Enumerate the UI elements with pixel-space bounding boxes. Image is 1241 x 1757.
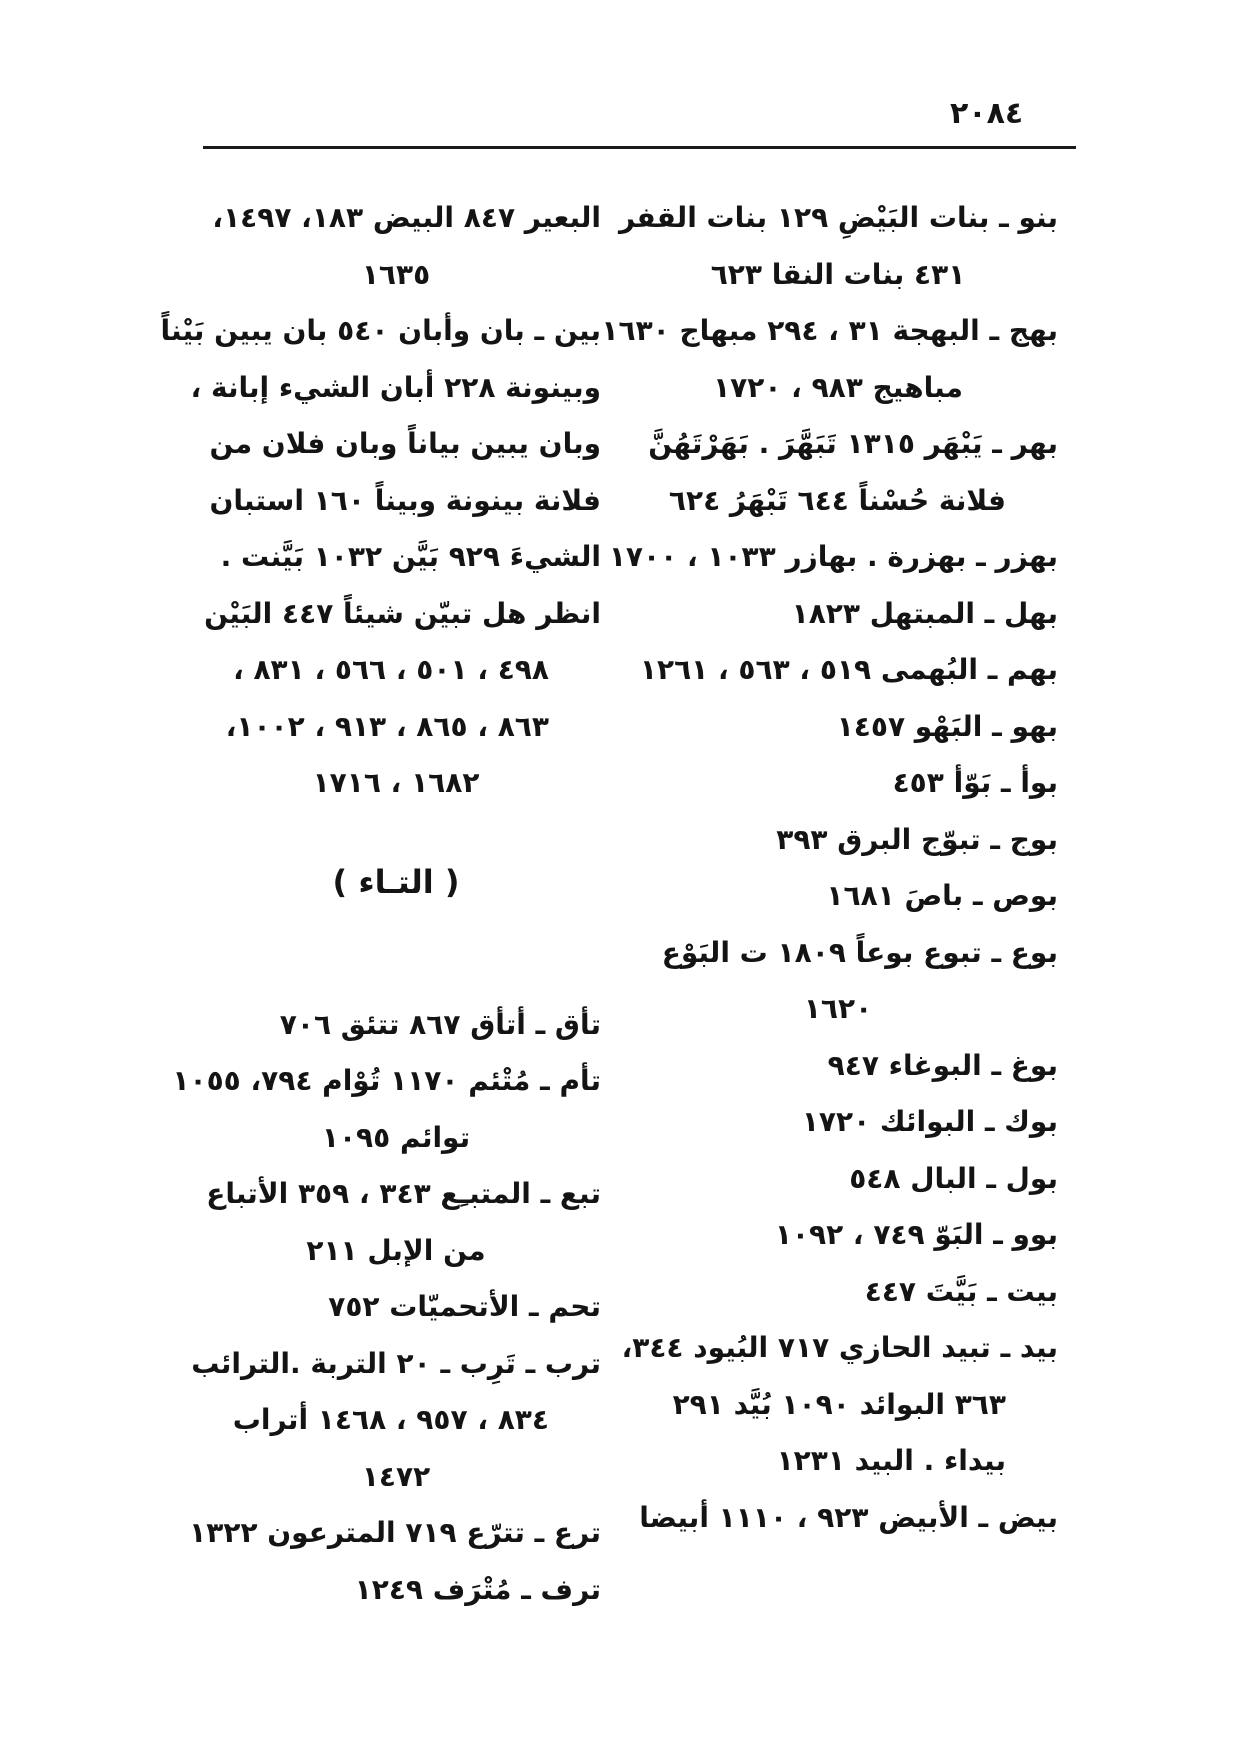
right-column <box>601 190 1058 1546</box>
index-entry-line: ٨٦٣ ، ٨٦٥ ، ٩١٣ ، ١٠٠٢، <box>225 709 549 743</box>
index-entry-line: تبع ـ المتبـِع ٣٤٣ ، ٣٥٩ الأتباع <box>206 1177 601 1210</box>
index-entry-line: ٤٣١ بنات النقا ٦٢٣ <box>710 257 966 291</box>
index-entry-line: تحم ـ الأتحميّات ٧٥٢ <box>328 1290 601 1323</box>
index-entry-line: بيض ـ الأبيض ٩٢٣ ، ١١١٠ أبيضا <box>639 1500 1058 1534</box>
index-entry-line: بوغ ـ البوغاء ٩٤٧ <box>827 1048 1058 1082</box>
index-entry-line: ١٤٧٢ <box>361 1459 431 1493</box>
index-entry-line: بهزر ـ بهزرة . بهازر ١٠٣٣ ، ١٧٠٠ <box>608 540 1058 573</box>
index-entry-line: ٣٦٣ البوائد ١٠٩٠ بُيَّد ٢٩١ <box>672 1387 1006 1421</box>
index-entry-line: بول ـ البال ٥٤٨ <box>849 1161 1058 1195</box>
header-rule <box>203 146 1076 149</box>
index-entry-line: بهر ـ يَبْهَر ١٣١٥ تَبَهَّرَ . بَهَرْتَهُنَّ <box>648 427 1058 460</box>
index-entry-line: بيت ـ بَيَّتَ ٤٤٧ <box>864 1274 1058 1308</box>
index-entry-line: ١٦٢٠ <box>803 992 873 1025</box>
index-entry-line: بهم ـ البُهمى ٥١٩ ، ٥٦٣ ، ١٢٦١ <box>639 653 1058 686</box>
index-entry-line: ترف ـ مُتْرَف ١٢٤٩ <box>354 1572 601 1606</box>
index-entry-line: بين ـ بان وأبان ٥٤٠ بان يبين بَيْناً <box>160 314 601 347</box>
index-entry-line: بوك ـ البوائك ١٧٢٠ <box>801 1105 1058 1138</box>
index-entry-line: ترب ـ تَرِب ـ ٢٠ التربة .الترائب <box>191 1346 601 1380</box>
index-entry-line: بيد ـ تبيد الحازي ٧١٧ البُيود ٣٤٤، <box>621 1331 1058 1364</box>
index-entry-line: فلانة بينونة وبيناً ١٦٠ استبان <box>209 483 601 517</box>
index-entry-line: انظر هل تبيّن شيئاً ٤٤٧ البَيْن <box>204 596 601 630</box>
page-number: ٢٠٨٤ <box>950 96 1024 131</box>
index-entry-line: ١٦٣٥ <box>361 257 431 291</box>
index-entry-line: توائم ١٠٩٥ <box>321 1120 471 1154</box>
index-entry-line: ٨٣٤ ، ٩٥٧ ، ١٤٦٨ أتراب <box>232 1403 549 1436</box>
index-entry-line: بهل ـ المبتهل ١٨٢٣ <box>791 596 1058 630</box>
index-entry-line: بوو ـ البَوّ ٧٤٩ ، ١٠٩٢ <box>774 1218 1058 1251</box>
index-entry-line: بوأ ـ بَوّأ ٤٥٣ <box>892 766 1058 799</box>
index-entry-line: بوص ـ باصَ ١٦٨١ <box>826 879 1058 912</box>
index-entry-line: الشيءَ ٩٢٩ بَيَّن ١٠٣٢ بَيَّنت . <box>220 540 601 573</box>
section-title: ( التـاء ) <box>332 862 460 901</box>
index-entry-line: بوع ـ تبوع بوعاً ١٨٠٩ ت البَوْع <box>661 935 1058 969</box>
index-entry-line: من الإبل ٢١١ <box>306 1233 486 1267</box>
index-entry-line: وبينونة ٢٢٨ أبان الشيء إبانة ، <box>190 370 601 404</box>
index-entry-line: بهج ـ البهجة ٣١ ، ٢٩٤ مبهاج ١٦٣٠ <box>601 314 1058 347</box>
index-entry-line: فلانة حُسْناً ٦٤٤ تَبْهَرُ ٦٢٤ <box>668 483 1006 517</box>
index-entry-line: ١٦٨٢ ، ١٧١٦ <box>312 766 480 799</box>
index-entry-line: تأم ـ مُتْئم ١١٧٠ تُوْام ٧٩٤، ١٠٥٥ <box>172 1064 601 1097</box>
index-entry-line: البعير ٨٤٧ البيض ١٨٣، ١٤٩٧، <box>212 201 601 234</box>
index-entry-line: تأق ـ أتأق ٨٦٧ تتئق ٧٠٦ <box>279 1007 601 1041</box>
index-entry-line: بنو ـ بنات البَيْضِ ١٢٩ بنات القفر <box>618 201 1058 234</box>
index-entry-line: بيداء . البيد ١٢٣١ <box>776 1444 1006 1477</box>
index-entry-line: ترع ـ تترّع ٧١٩ المترعون ١٣٢٢ <box>189 1516 601 1549</box>
index-entry-line: بوج ـ تبوّج البرق ٣٩٣ <box>776 822 1058 856</box>
index-entry-line: ٤٩٨ ، ٥٠١ ، ٥٦٦ ، ٨٣١ ، <box>233 653 549 686</box>
index-entry-line: بهو ـ البَهْو ١٤٥٧ <box>836 709 1058 743</box>
index-entry-line: وبان يبين بياناً وبان فلان من <box>209 427 601 460</box>
index-entry-line: مباهيج ٩٨٣ ، ١٧٢٠ <box>713 370 963 404</box>
left-column <box>160 190 601 1618</box>
